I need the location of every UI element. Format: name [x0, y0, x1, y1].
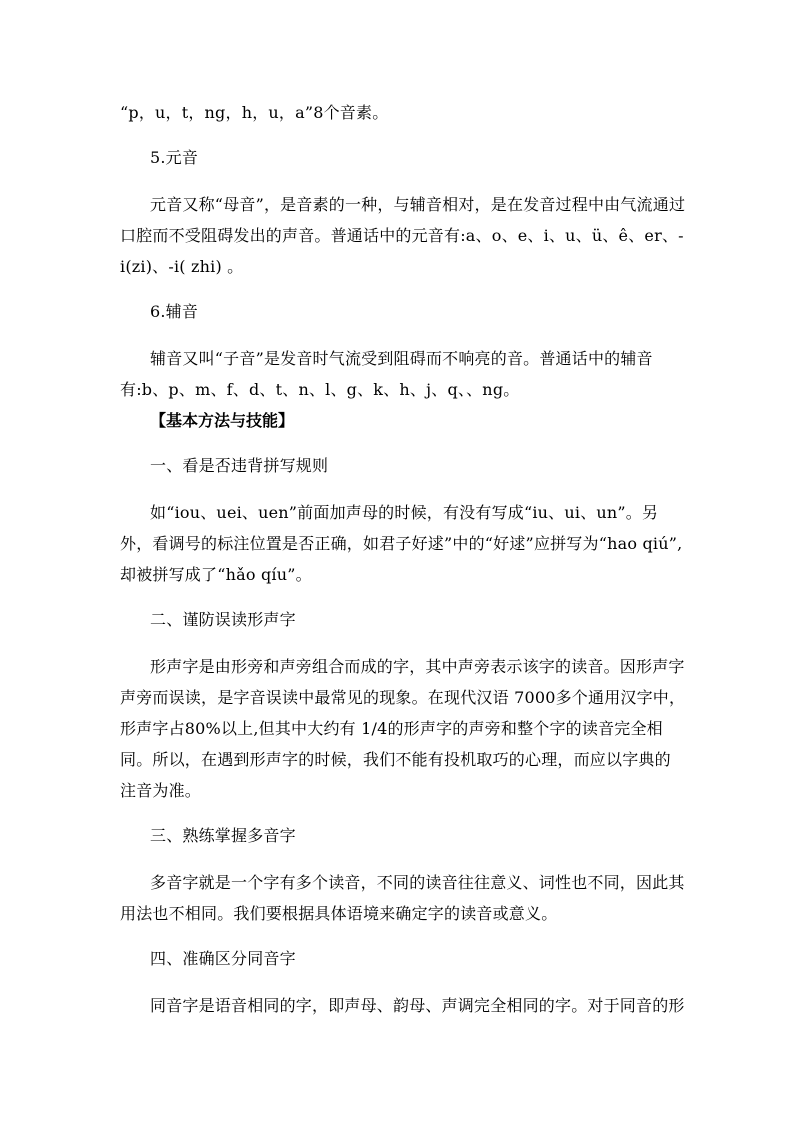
section-heading-methods: 【基本方法与技能】	[150, 411, 295, 430]
paragraph-phoneme-list: “p，u，t，ng，h，u，a”8个音素。	[120, 103, 389, 122]
method-title-1: 一、看是否违背拼写规则	[150, 456, 329, 475]
paragraph-method-3: 多音字就是一个字有多个读音，不同的读音往往意义、词性也不同，因此其用法也不相同。我们要根据具体语境来确定字的读音或意义。	[120, 873, 685, 923]
section-title-vowel: 5.元音	[150, 148, 199, 167]
method-title-4: 四、准确区分同音字	[150, 949, 296, 968]
paragraph-consonant: 辅音又叫“子音”是发音时气流受到阻碍而不响亮的音。普通话中的辅音有:b、p、m、f、d、t、n、l、g、k、h、j、q、、ng。	[120, 349, 653, 399]
method-title-2: 二、谨防误读形声字	[150, 610, 296, 629]
paragraph-vowel: 元音又称“母音”，是音素的一种，与辅音相对，是在发音过程中由气流通过口腔而不受阻碍发出的声音。普通话中的元音有:a、o、e、i、u、ü、ê、er、-i(zi)、-i( zhi) 。	[120, 195, 686, 276]
document-body	[120, 97, 686, 1021]
paragraph-method-2: 形声字是由形旁和声旁组合而成的字，其中声旁表示该字的读音。因形声字声旁而误读，是字音误读中最常见的现象。在现代汉语 7000多个通用汉字中，形声字占80%以上,但其中大约有 1/4的形声字的声旁和整个字的读音完全相同。所以，在遇到形声字的时候，我们不能有投机取巧的心理，而应以字典的注音为准。	[120, 657, 686, 800]
section-title-consonant: 6.辅音	[150, 302, 199, 321]
paragraph-method-4: 同音字是语音相同的字，即声母、韵母、声调完全相同的字。对于同音的形	[150, 996, 685, 1015]
paragraph-method-1: 如“iou、uei、uen”前面加声母的时候，有没有写成“iu、ui、un”。另外，看调号的标注位置是否正确，如君子好逑”中的“好逑”应拼写为“hao qiú”,却被拼写成了“hǎo qíu”。	[120, 503, 683, 584]
method-title-3: 三、熟练掌握多音字	[150, 826, 296, 845]
